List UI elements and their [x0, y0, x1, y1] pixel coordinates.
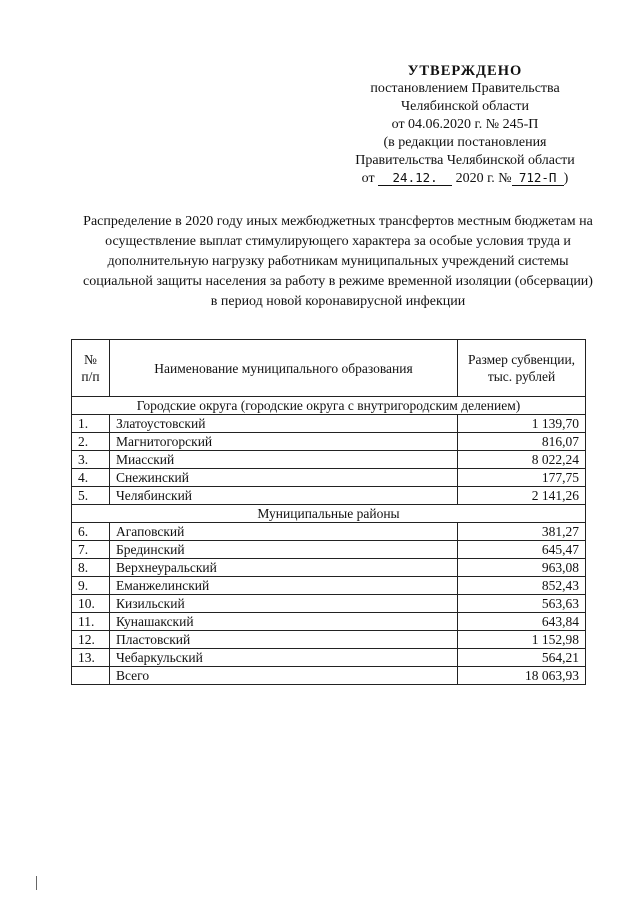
table-header-row	[72, 340, 586, 397]
row-name: Агаповский	[110, 523, 458, 541]
row-num: 12.	[72, 631, 110, 649]
row-name: Кунашакский	[110, 613, 458, 631]
amendment-date-line	[330, 170, 600, 188]
document-title: Распределение в 2020 году иных межбюджетных трансфертов местным бюджетам на осуществление выплат стимулирующего характера за особые условия труда и дополнительную нагрузку работникам муниципальных учреждений системы социальной защиты населения за работу в режиме временной изоляции (обсервации) в период новой коронавирусной инфекции	[83, 214, 593, 309]
row-num: 3.	[72, 451, 110, 469]
section-row	[72, 397, 586, 415]
row-name: Миасский	[110, 451, 458, 469]
handwritten-date: 24.12.	[378, 170, 452, 186]
handwritten-number: 712-П	[512, 170, 564, 186]
table-row	[72, 577, 586, 595]
row-name: Верхнеуральский	[110, 559, 458, 577]
table-row	[72, 469, 586, 487]
table-body	[72, 397, 586, 685]
row-name: Чебаркульский	[110, 649, 458, 667]
approval-line-1: постановлением Правительства	[370, 81, 560, 96]
row-num: 9.	[72, 577, 110, 595]
total-amount: 18 063,93	[458, 667, 586, 685]
approval-stamp	[330, 62, 600, 188]
row-amount: 1 139,70	[458, 415, 586, 433]
table-row	[72, 487, 586, 505]
header-name: Наименование муниципального образования	[110, 340, 458, 397]
row-num: 13.	[72, 649, 110, 667]
row-amount: 643,84	[458, 613, 586, 631]
row-name: Кизильский	[110, 595, 458, 613]
approval-line-3: от 04.06.2020 г. № 245-П	[391, 117, 539, 132]
from-label: от	[361, 171, 375, 186]
row-name: Пластовский	[110, 631, 458, 649]
row-name: Магнитогорский	[110, 433, 458, 451]
row-amount: 852,43	[458, 577, 586, 595]
close-paren: )	[563, 171, 569, 186]
total-label: Всего	[110, 667, 458, 685]
row-num: 4.	[72, 469, 110, 487]
table-row	[72, 451, 586, 469]
section-title-urban: Городские округа (городские округа с внутригородским делением)	[72, 397, 586, 415]
row-amount: 563,63	[458, 595, 586, 613]
subsidy-table	[71, 339, 586, 685]
row-amount: 564,21	[458, 649, 586, 667]
section-row	[72, 505, 586, 523]
section-title-districts: Муниципальные районы	[72, 505, 586, 523]
row-num: 5.	[72, 487, 110, 505]
row-amount: 177,75	[458, 469, 586, 487]
row-num: 1.	[72, 415, 110, 433]
row-amount: 645,47	[458, 541, 586, 559]
row-name: Еманжелинский	[110, 577, 458, 595]
row-amount: 2 141,26	[458, 487, 586, 505]
row-amount: 1 152,98	[458, 631, 586, 649]
row-name: Брединский	[110, 541, 458, 559]
total-row	[72, 667, 586, 685]
row-num: 7.	[72, 541, 110, 559]
approval-line-2: Челябинской области	[401, 99, 529, 114]
row-name: Златоустовский	[110, 415, 458, 433]
scan-edge-mark	[36, 876, 37, 890]
row-name: Челябинский	[110, 487, 458, 505]
row-num: 2.	[72, 433, 110, 451]
row-num: 6.	[72, 523, 110, 541]
table-row	[72, 649, 586, 667]
table-row	[72, 559, 586, 577]
row-amount: 816,07	[458, 433, 586, 451]
header-num: № п/п	[72, 340, 110, 397]
row-amount: 8 022,24	[458, 451, 586, 469]
total-num-cell	[72, 667, 110, 685]
row-amount: 381,27	[458, 523, 586, 541]
table-row	[72, 541, 586, 559]
approval-line-5: Правительства Челябинской области	[355, 153, 575, 168]
header-amount: Размер субвенции, тыс. рублей	[458, 340, 586, 397]
approval-line-4: (в редакции постановления	[383, 135, 547, 150]
row-amount: 963,08	[458, 559, 586, 577]
row-num: 8.	[72, 559, 110, 577]
row-num: 11.	[72, 613, 110, 631]
table-row	[72, 595, 586, 613]
table-row	[72, 433, 586, 451]
table-row	[72, 613, 586, 631]
table-row	[72, 415, 586, 433]
year-text: 2020 г. №	[455, 171, 512, 186]
table-row	[72, 631, 586, 649]
table-row	[72, 523, 586, 541]
row-name: Снежинский	[110, 469, 458, 487]
row-num: 10.	[72, 595, 110, 613]
approval-heading: УТВЕРЖДЕНО	[407, 63, 523, 79]
